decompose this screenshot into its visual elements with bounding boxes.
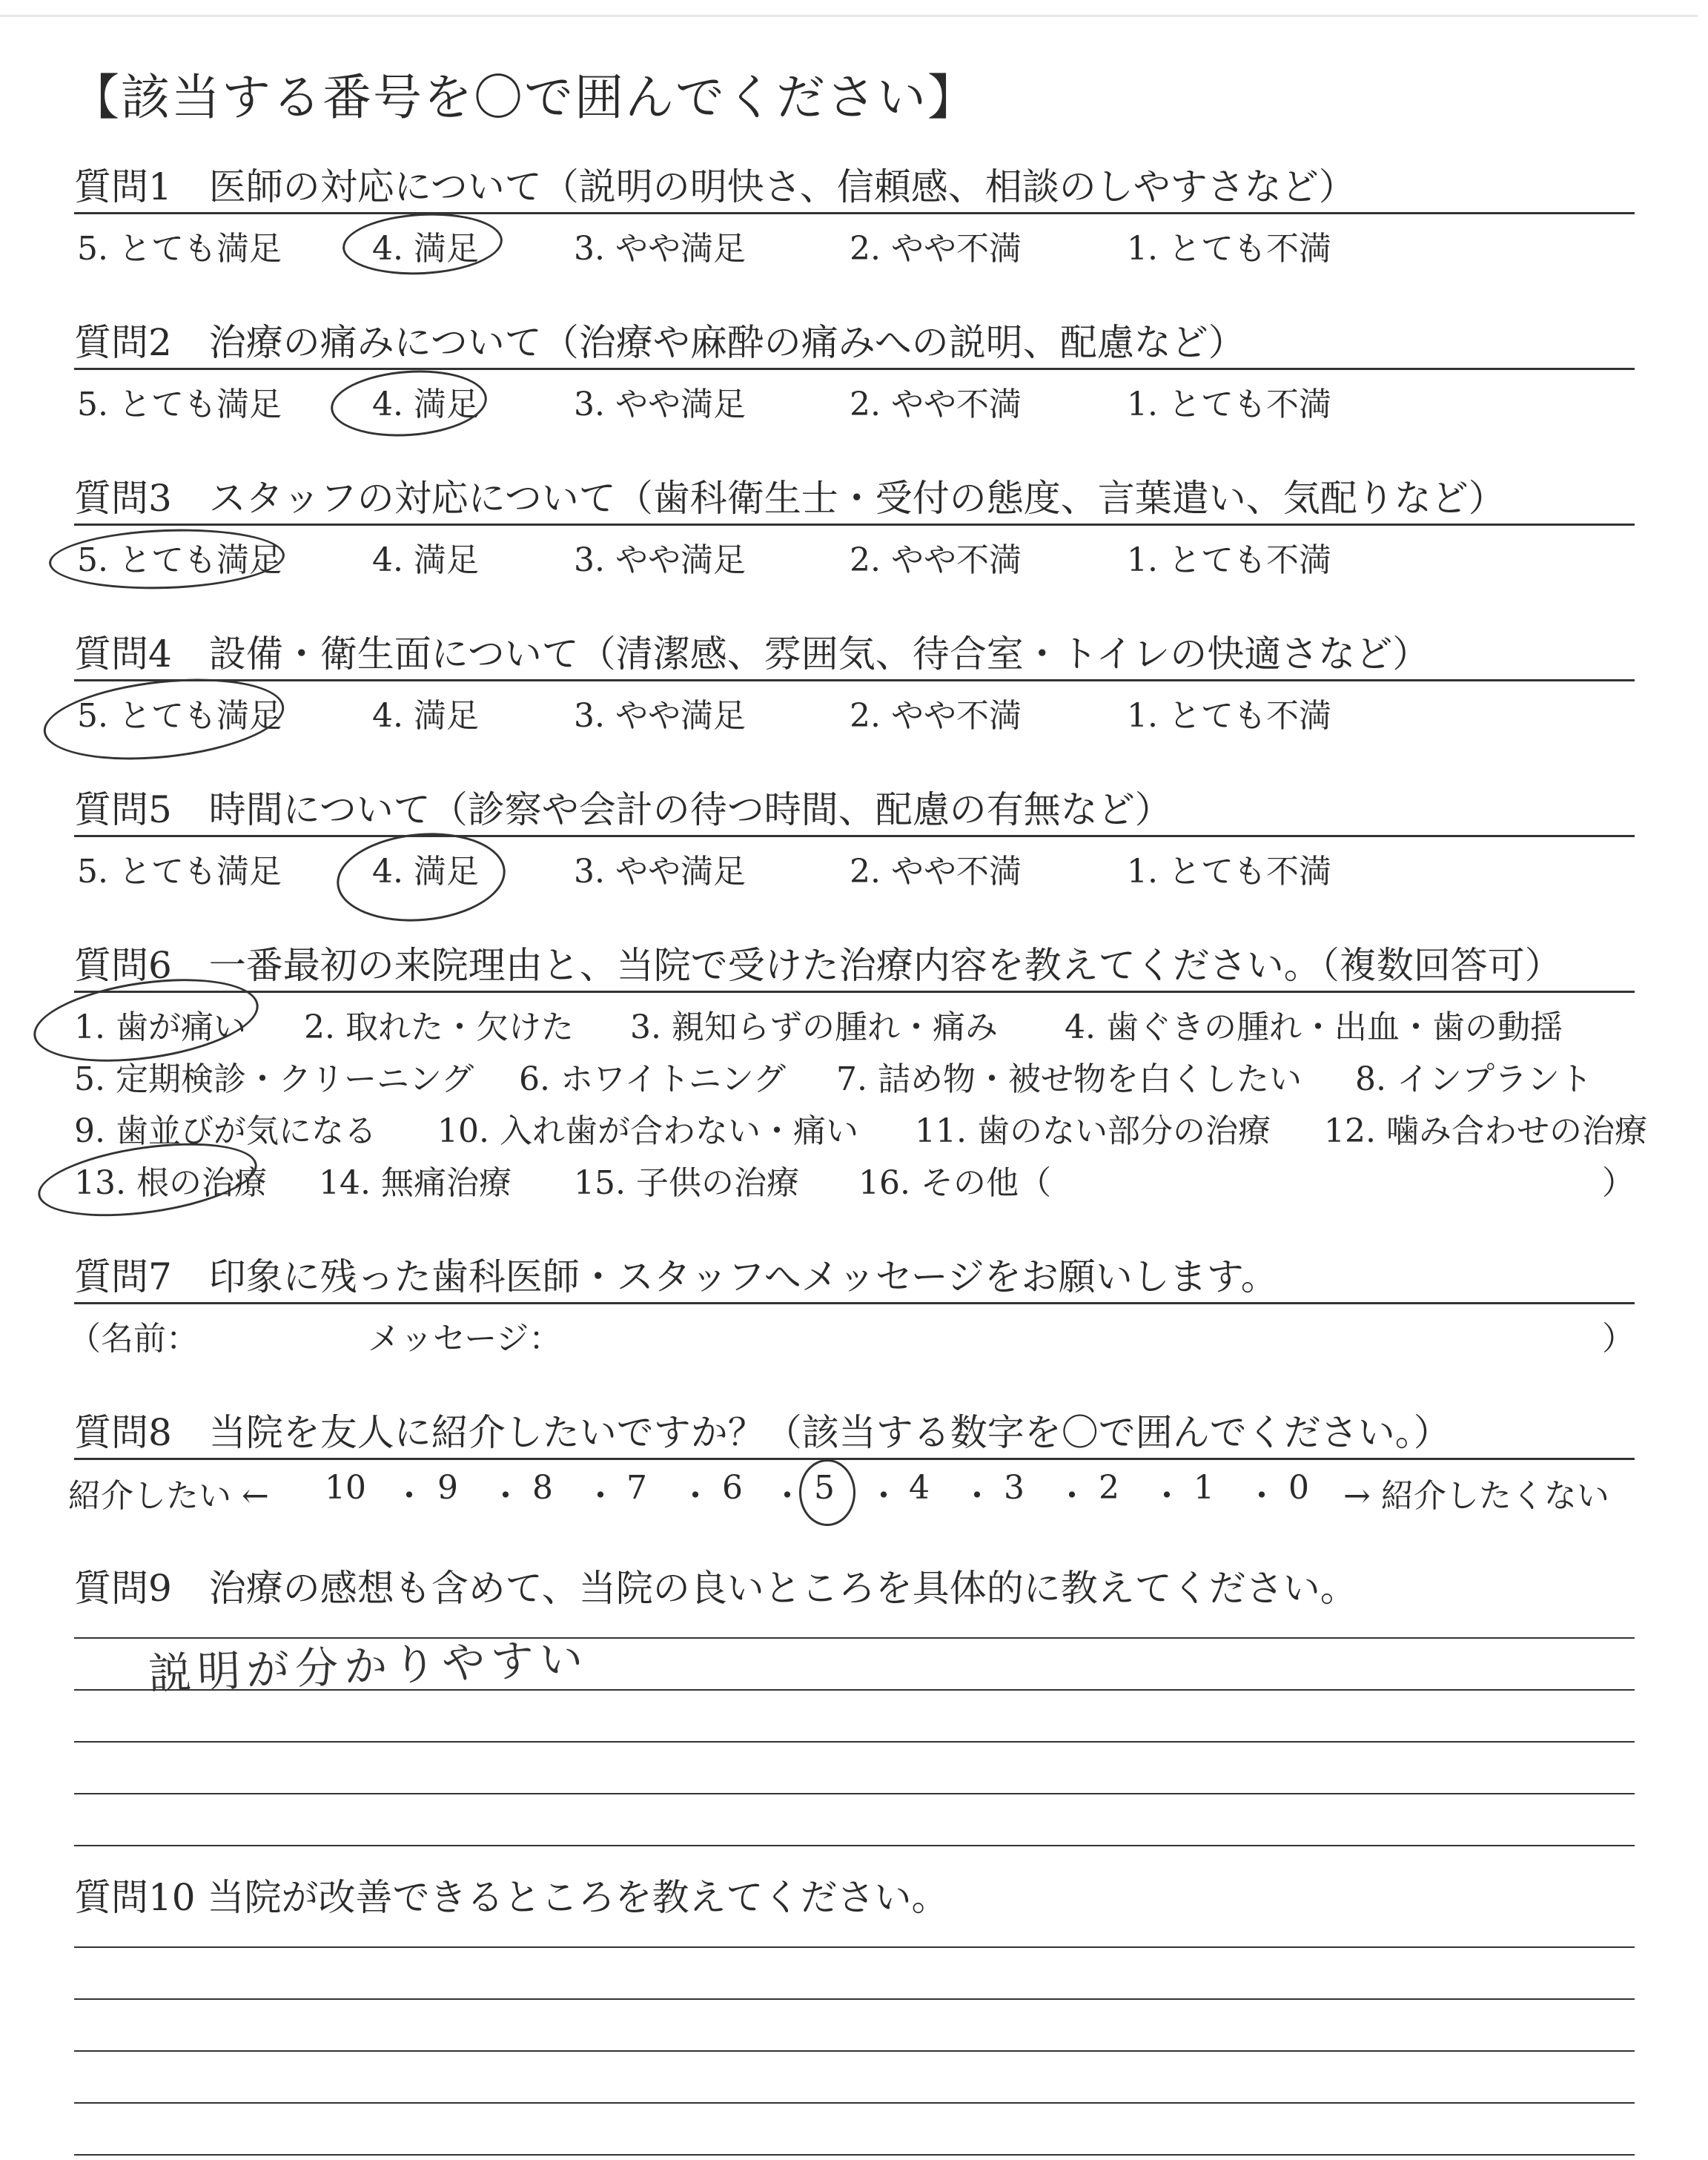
name-label[interactable]: （名前： (68, 1320, 199, 1358)
scale-dot: ・ (771, 1477, 804, 1515)
scale-0[interactable]: 0 (1288, 1469, 1309, 1507)
reason-10[interactable]: 10. 入れ歯が合わない・痛い (437, 1112, 858, 1150)
page-edge (0, 15, 1698, 17)
question-5 (74, 785, 1635, 889)
option-4[interactable]: 4. 満足 (372, 541, 479, 579)
question-title: 質問2 治療の痛みについて（治療や麻酔の痛みへの説明、配慮など） (74, 321, 1245, 364)
scale-dot: ・ (393, 1477, 426, 1515)
scale-9[interactable]: 9 (437, 1469, 458, 1507)
rating-options (74, 526, 1635, 578)
reason-3[interactable]: 3. 親知らずの腫れ・痛み (630, 1008, 998, 1046)
option-4[interactable]: 4. 満足 (372, 230, 479, 268)
reason-11[interactable]: 11. 歯のない部分の治療 (915, 1112, 1271, 1150)
option-2[interactable]: 2. やや不満 (850, 541, 1022, 579)
scale-1[interactable]: 1 (1194, 1469, 1214, 1507)
question-title: 質問5 時間について（診察や会計の待つ時間、配慮の有無など） (74, 788, 1172, 831)
option-1[interactable]: 1. とても不満 (1127, 230, 1331, 268)
reason-15[interactable]: 15. 子供の治療 (574, 1164, 799, 1202)
question-3 (74, 473, 1635, 578)
scale-dot: ・ (1151, 1477, 1183, 1515)
scale-dot: ・ (679, 1477, 712, 1515)
question-title: 質問7 印象に残った歯科医師・スタッフへメッセージをお願いします。 (74, 1255, 1278, 1298)
option-2[interactable]: 2. やや不満 (850, 230, 1022, 268)
rating-options (74, 370, 1635, 422)
scale-right-label: → 紹介したくない (1343, 1477, 1609, 1515)
option-3[interactable]: 3. やや満足 (574, 697, 746, 735)
selection-circle (33, 1132, 262, 1229)
scale-4[interactable]: 4 (909, 1469, 930, 1507)
reason-1[interactable]: 1. 歯が痛い (74, 1008, 246, 1046)
option-1[interactable]: 1. とても不満 (1127, 541, 1331, 579)
option-3[interactable]: 3. やや満足 (574, 853, 746, 891)
scale-2[interactable]: 2 (1099, 1469, 1119, 1507)
option-5[interactable]: 5. とても満足 (77, 541, 282, 579)
question-title: 質問4 設備・衛生面について（清潔感、雰囲気、待合室・トイレの快適さなど） (74, 633, 1430, 676)
option-3[interactable]: 3. やや満足 (574, 541, 746, 579)
reason-5[interactable]: 5. 定期検診・クリーニング (74, 1060, 474, 1098)
scale-dot: ・ (961, 1477, 993, 1515)
scale-dot: ・ (1245, 1477, 1278, 1515)
scale-7[interactable]: 7 (626, 1469, 647, 1507)
option-4[interactable]: 4. 満足 (372, 386, 479, 423)
scale-dot: ・ (489, 1477, 522, 1515)
scale-left-label: 紹介したい ← (68, 1477, 269, 1515)
option-5[interactable]: 5. とても満足 (77, 697, 282, 735)
message-label[interactable]: メッセージ： (368, 1320, 562, 1358)
message-line (68, 1304, 1635, 1358)
scale-dot: ・ (584, 1477, 617, 1515)
option-3[interactable]: 3. やや満足 (574, 230, 746, 268)
question-6 (74, 940, 1647, 1202)
reason-6[interactable]: 6. ホワイトニング (519, 1060, 787, 1098)
option-5[interactable]: 5. とても満足 (77, 230, 282, 268)
question-title: 質問3 スタッフの対応について（歯科衛生士・受付の態度、言葉遣い、気配りなど） (74, 477, 1506, 520)
question-10 (74, 1872, 1635, 2156)
option-5[interactable]: 5. とても満足 (77, 853, 282, 891)
rating-options (74, 837, 1635, 889)
question-1 (74, 162, 1635, 266)
option-4[interactable]: 4. 満足 (372, 697, 479, 735)
question-title: 質問9 治療の感想も含めて、当院の良いところを具体的に教えてください。 (74, 1567, 1357, 1610)
reason-options (74, 993, 1647, 1202)
option-1[interactable]: 1. とても不満 (1127, 386, 1331, 423)
question-4 (74, 629, 1635, 733)
reason-8[interactable]: 8. インプラント (1355, 1060, 1592, 1098)
reason-12[interactable]: 12. 噛み合わせの治療 (1324, 1112, 1647, 1150)
rating-options (74, 681, 1635, 733)
reason-4[interactable]: 4. 歯ぐきの腫れ・出血・歯の動揺 (1065, 1008, 1563, 1046)
option-1[interactable]: 1. とても不満 (1127, 697, 1331, 735)
reason-7[interactable]: 7. 詰め物・被せ物を白くしたい (836, 1060, 1302, 1098)
question-title: 質問10 当院が改善できるところを教えてください。 (74, 1876, 949, 1919)
option-4[interactable]: 4. 満足 (372, 853, 479, 891)
question-9 (74, 1563, 1635, 1846)
reason-row (74, 1097, 1647, 1150)
question-2 (74, 317, 1635, 422)
reason-14[interactable]: 14. 無痛治療 (319, 1164, 512, 1202)
close-paren: ） (1602, 1320, 1635, 1358)
option-3[interactable]: 3. やや満足 (574, 386, 746, 423)
option-2[interactable]: 2. やや不満 (850, 386, 1022, 423)
selection-circle (799, 1459, 855, 1526)
reason-13[interactable]: 13. 根の治療 (74, 1164, 267, 1202)
scale-8[interactable]: 8 (532, 1469, 553, 1507)
close-paren: ） (1602, 1164, 1635, 1202)
scale-dot: ・ (867, 1477, 900, 1515)
rating-options (74, 214, 1635, 266)
reason-9[interactable]: 9. 歯並びが気になる (74, 1112, 377, 1150)
scale-dot: ・ (1056, 1477, 1088, 1515)
scale-3[interactable]: 3 (1004, 1469, 1025, 1507)
handwritten-answer: 説明が分かりやすい (148, 1633, 590, 1700)
answer-line[interactable] (74, 1845, 1635, 1846)
question-7 (68, 1252, 1635, 1358)
answer-line[interactable] (74, 2154, 1635, 2156)
reason-2[interactable]: 2. 取れた・欠けた (304, 1008, 574, 1046)
option-1[interactable]: 1. とても不満 (1127, 853, 1331, 891)
reason-row (74, 1045, 1635, 1097)
scale-10[interactable]: 10 (325, 1469, 366, 1507)
reason-row (74, 993, 1635, 1045)
question-title: 質問8 当院を友人に紹介したいですか？（該当する数字を〇で囲んでください。） (74, 1411, 1451, 1454)
form-header: 【該当する番号を〇で囲んでください】 (70, 69, 978, 126)
reason-16[interactable]: 16. その他（ (858, 1164, 1051, 1202)
question-title: 質問1 医師の対応について（説明の明快さ、信頼感、相談のしやすさなど） (74, 165, 1356, 208)
scale-5[interactable]: 5 (814, 1469, 835, 1507)
scale-6[interactable]: 6 (722, 1469, 743, 1507)
reason-row (74, 1149, 1635, 1200)
option-2[interactable]: 2. やや不満 (850, 697, 1022, 735)
option-5[interactable]: 5. とても満足 (77, 386, 282, 423)
option-2[interactable]: 2. やや不満 (850, 853, 1022, 891)
question-title: 質問6 一番最初の来院理由と、当院で受けた治療内容を教えてください。（複数回答可） (74, 944, 1562, 987)
